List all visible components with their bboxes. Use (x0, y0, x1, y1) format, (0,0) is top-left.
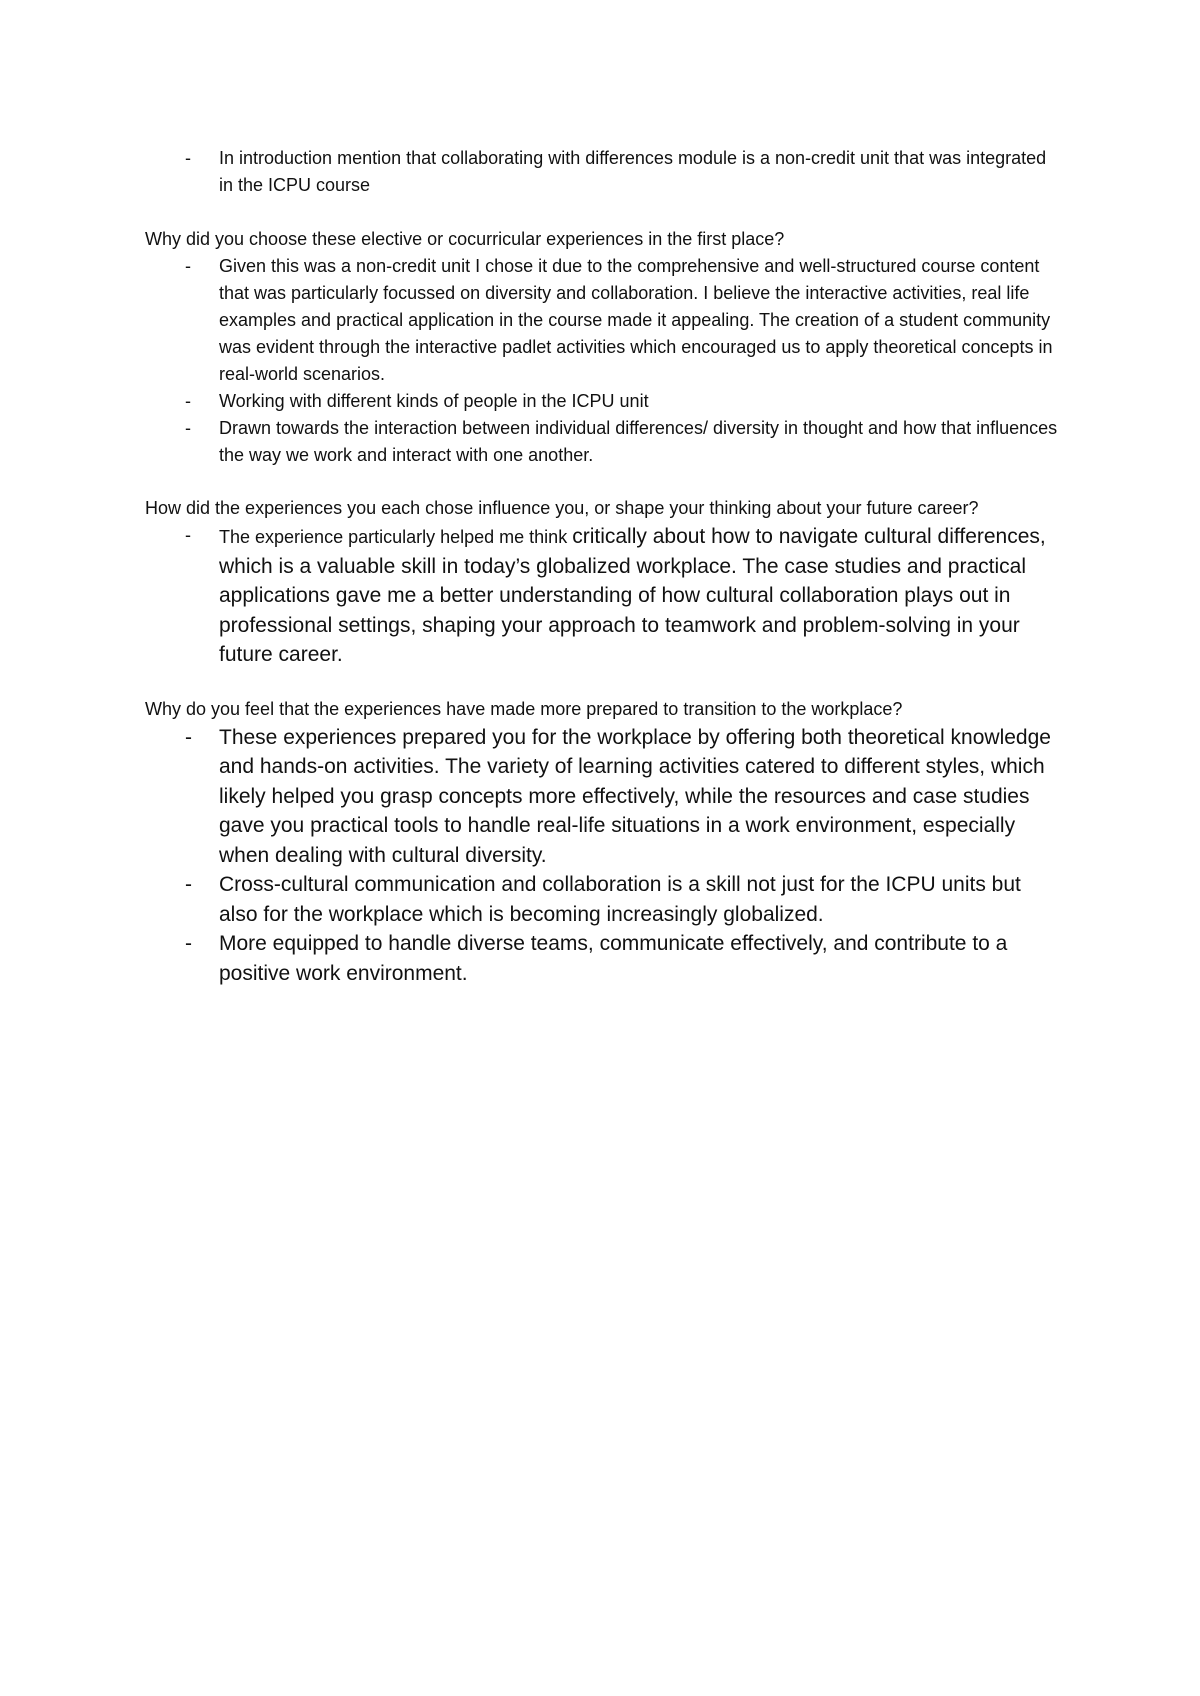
answer-text: Working with different kinds of people in the ICPU unit (219, 391, 649, 411)
spacer (145, 469, 1065, 495)
answer-list (145, 723, 1065, 989)
question-heading: Why do you feel that the experiences have made more prepared to transition to the workplace? (145, 698, 903, 719)
answer-text: Given this was a non-credit unit I chose it due to the comprehensive and well-structured course content that was particularly focussed on diversity and collaboration. I believe the interactive activities, real life examples and practical application in the course made it appealing. The creation of a student community was evident through the interactive padlet activities which encouraged us to apply theoretical concepts in real-world scenarios. (219, 256, 1053, 384)
dash-bullet: - (185, 256, 191, 276)
dash-bullet: - (185, 725, 192, 749)
dash-bullet: - (185, 873, 192, 896)
list-item (145, 723, 1065, 871)
answer-list (145, 253, 1065, 469)
list-item (145, 929, 1065, 988)
dash-bullet: - (185, 932, 192, 955)
question-heading: How did the experiences you each chose influence you, or shape your thinking about your future career? (145, 498, 979, 518)
intro-list (145, 145, 1065, 199)
dash-bullet: - (185, 148, 191, 168)
intro-text: In introduction mention that collaborating with differences module is a non-credit unit that was integrated in the ICPU course (219, 148, 1047, 195)
answer-text-large: critically about how to navigate cultural differences, which is a valuable skill in today’s globalized workplace. The case studies and practical applications gave me a better understanding of how cultural collaboration plays out in professional settings, shaping your approach to teamwork and problem-solving in your future career. (219, 525, 1046, 666)
document-body (145, 145, 1065, 988)
answer-text: These experiences prepared you for the workplace by offering both theoretical knowledge and hands-on activities. The variety of learning activities catered to different styles, which likely helped you grasp concepts more effectively, while the resources and case studies gave you practical tools to handle real-life situations in a work environment, especially when dealing with cultural diversity. (219, 725, 1051, 867)
spacer (145, 670, 1065, 696)
question-heading: Why did you choose these elective or cocurricular experiences in the first place? (145, 229, 785, 249)
list-item (145, 870, 1065, 929)
answer-text: More equipped to handle diverse teams, communicate effectively, and contribute to a positive work environment. (219, 932, 1008, 985)
dash-bullet: - (185, 391, 191, 411)
list-item (145, 522, 1065, 670)
list-item (145, 415, 1065, 469)
answer-text-small: The experience particularly helped me think (219, 527, 573, 547)
list-item (145, 253, 1065, 388)
dash-bullet: - (185, 525, 191, 545)
list-item (145, 388, 1065, 415)
spacer (145, 199, 1065, 226)
answer-text: Cross-cultural communication and collaboration is a skill not just for the ICPU units but also for the workplace which is becoming increasingly globalized. (219, 873, 1021, 926)
list-item (145, 145, 1065, 199)
answer-list (145, 522, 1065, 670)
answer-text: Drawn towards the interaction between individual differences/ diversity in thought and how that influences the way we work and interact with one another. (219, 418, 1058, 465)
dash-bullet: - (185, 418, 191, 438)
